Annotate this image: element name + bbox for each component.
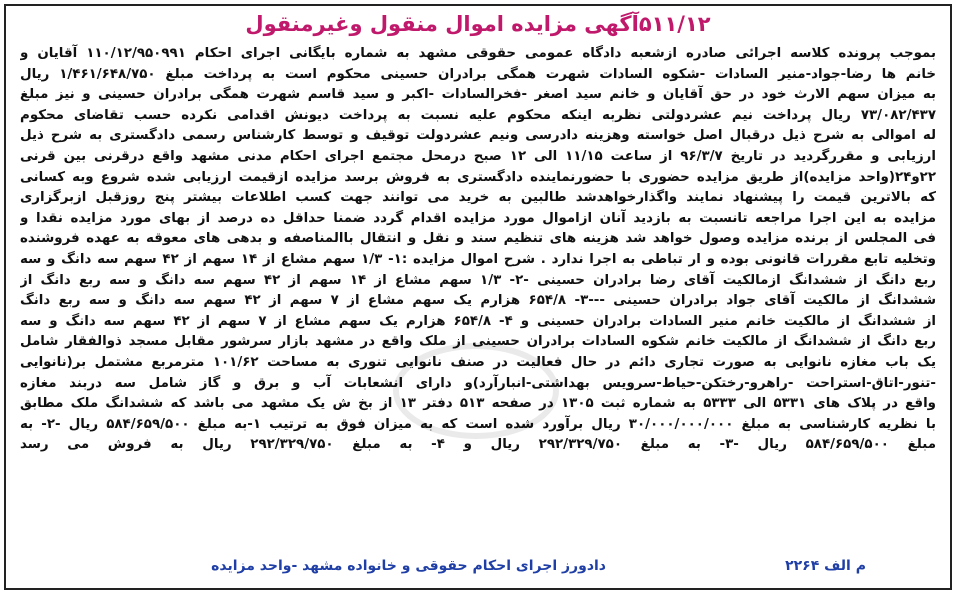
body-line: که بالاترین قیمت را پیشنهاد نمایند واگذارخواهدشد طالبین به خرید می توانند جهت کسب اطلاعات بیشتر پنج روزقبل ازبرگزاری [20, 190, 936, 206]
body-line: له اموالی به شرح ذیل درقبال اصل خواسته وهزینه دادرسی ونیم عشردولت توقیف و توسط کارشناس رسمی دادگستری به شرح ذیل [20, 128, 936, 144]
body-line: ربع دانگ از ششدانگ ازمالکیت آقای رضا برادران حسینی -۲- ۱/۳ سهم مشاع از ۱۴ سهم از ۴۲ سهم سه دانگ و سه ربع دانگ از [20, 272, 936, 288]
body-line: ۲۲و۲۴(واحد مزایده)از طریق مزایده حضوری با حضورنماینده دادگستری به فروش برسد مزایده ازقیمت ارزیابی شده شروع وبه کسانی [20, 169, 936, 185]
body-line: با نظریه کارشناسی به مبلغ ۳۰/۰۰۰/۰۰۰/۰۰۰ ریال برآورد شده است که به میزان فوق به ترتیب ۱-به مبلغ ۵۸۴/۶۵۹/۵۰۰ ریال -۲- به [20, 416, 936, 432]
body-line: واقع در پلاک های ۵۳۳۱ الی ۵۳۳۳ به شماره ثبت ۱۳۰۵ در صفحه ۵۱۳ دفتر ۱۳ از بخ ش یک مشهد می باشد که ششدانگ ملک مطابق [20, 396, 936, 412]
body-line: یک باب مغازه نانوایی به صورت تجاری دائم در حال فعالیت در صنف نانوایی تنوری به مساحت ۱۰۱/۶۲ مترمربع مشتمل بر(نانوایی [20, 354, 936, 370]
body-line: از ششدانگ از مالکیت خانم منیر السادات برادران حسینی و ۴- ۶۵۴/۸ هزارم یک سهم مشاع از ۷ سهم از ۴۲ سهم سه دانگ و سه [20, 313, 936, 329]
body-line: بموجب پرونده کلاسه اجرائی صادره ازشعبه دادگاه عمومی حقوقی مشهد به شماره بایگانی اجرای احکام ۱۱۰/۱۲/۹۵۰۹۹۱ آقایان و [20, 46, 936, 61]
body-line: مزایده به این اجرا مراجعه تانسبت به بازدید آنان ازاموال مورد مزایده اقدام گردد ضمنا حداقل ده درصد از بهای مورد مزایده نقدا و [20, 210, 936, 226]
body-line: ارزیابی و مقررگردید در تاریخ ۹۶/۳/۷ از ساعت ۱۱/۱۵ الی ۱۲ صبح درمحل مجتمع اجرای احکام مدنی مشهد واقع درقرنی بین قرنی [20, 148, 936, 164]
notice-code: م الف ۲۲۶۴ [785, 558, 866, 574]
notice-signer: دادورز اجرای احکام حقوقی و خانواده مشهد -واحد مزایده [211, 558, 606, 574]
notice-body [20, 44, 936, 560]
body-line: فی المجلس از برنده مزایده وصول خواهد شد هزینه های تنظیم سند و نقل و انتقال باالمناصفه و بدهی های معوقه به عهده فروشنده [20, 231, 936, 247]
body-line: خانم ها رضا-جواد-منیر السادات -شکوه السادات شهرت همگی برادران حسینی محکوم است به پرداخت مبلغ ۱/۴۶۱/۶۴۸/۷۵۰ ریال [20, 66, 936, 82]
body-line: ۷۳/۰۸۲/۴۳۷ ریال پرداخت نیم عشردولتی نظربه اینکه محکوم علیه نسبت به پرداخت دیونش اقدامی نکرده حسب تقاضای محکوم [20, 107, 936, 123]
body-line: وتخلیه تابع مقررات قانونی بوده و ار تباطی به اجرا ندارد . شرح اموال مزایده :۱- ۱/۳ سهم مشاع از ۱۴ سهم از ۴۲ سهم سه دانگ و سه [20, 251, 936, 267]
body-line: -تنور-اتاق-استراحت -راهرو-رختکن-حیاط-سرویس بهداشتی-انبارآرد)و دارای انشعابات آب و برق و گاز شامل سه دربند مغازه [20, 375, 936, 391]
notice-title: ۵۱۱/۱۲آگهی مزایده اموال منقول وغیرمنقول [245, 12, 711, 36]
notice-footer [20, 558, 936, 580]
body-line: ربع دانگ از ششدانگ از مالکیت خانم شکوه السادات برادران حسینی از ملک واقع در مشهد بازار سرشور مقابل مسجد ذوالفقار شامل [20, 334, 936, 350]
body-line: ششدانگ از مالکیت آقای جواد برادران حسینی ---۳- ۶۵۴/۸ هزارم یک سهم مشاع از ۷ سهم از ۴۲ سهم سه دانگ و سه ربع دانگ [20, 293, 936, 309]
auction-notice [4, 4, 952, 590]
body-line: مبلغ ۵۸۴/۶۵۹/۵۰۰ ریال -۳- به مبلغ ۲۹۲/۳۲۹/۷۵۰ ریال و ۴- به مبلغ ۲۹۲/۳۲۹/۷۵۰ ریال به فروش می رسد [20, 437, 936, 453]
body-line: به میزان سهم الارث خود در حق آقایان و خانم سید اصغر -فخرالسادات -اکبر و سید قاسم شهرت همگی برادران حسینی و نیز مبلغ [20, 87, 936, 103]
